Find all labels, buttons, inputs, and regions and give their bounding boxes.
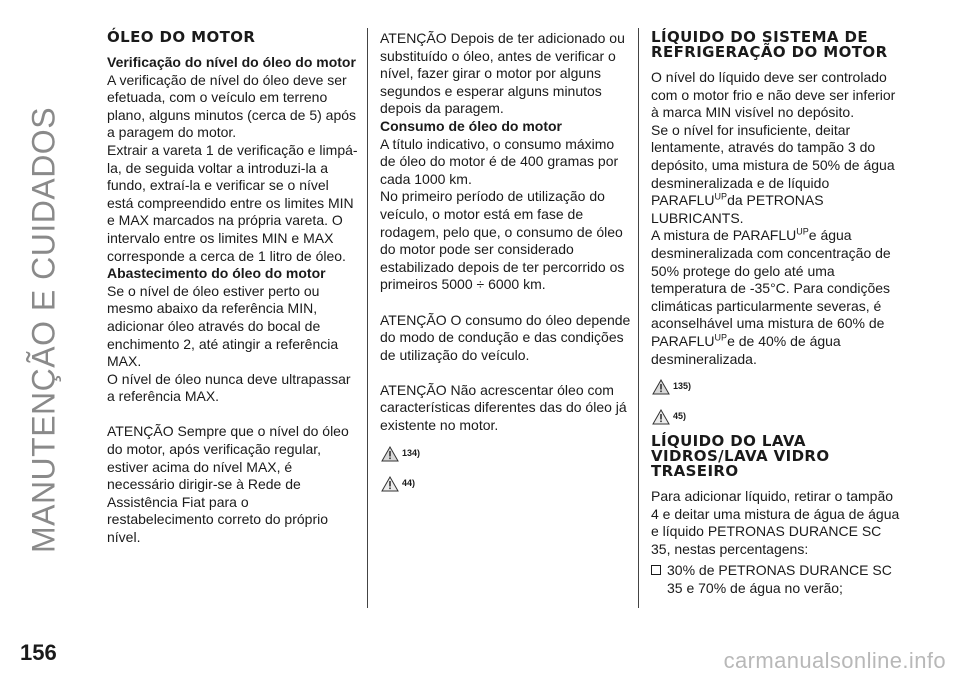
subheading-oil-refill: Abastecimento do óleo do motor: [107, 265, 326, 282]
warning-triangle-icon: [652, 379, 670, 395]
warning-reference: [381, 443, 632, 465]
column-3: [651, 30, 903, 598]
attention-note: ATENÇÃO O consumo do óleo depende do modo de condução e das condições de utilização do veículo.: [380, 311, 631, 363]
warning-reference-number: 134): [402, 447, 421, 458]
column-divider: [638, 28, 639, 608]
side-section-title-text: MANUTENÇÃO E CUIDADOS: [25, 106, 62, 554]
heading-washer-fluid: LÍQUIDO DO LAVA VIDROS/LAVA VIDRO TRASEIRO: [651, 432, 830, 481]
paragraph: Se o nível de óleo estiver perto ou mesmo abaixo da referência MIN, adicionar óleo através do bocal de enchimento 2, até atingir a referência MAX.: [107, 282, 339, 370]
paragraph: Extrair a vareta 1 de verificação e limpá-la, de seguida voltar a introduzi-la a fundo, extraí-la e verificar se o nível está compreendido entre os limites MIN e MAX marcados na própria vareta. O intervalo entre os limites MIN e MAX corresponde a cerca de 1 litro de óleo.: [107, 141, 358, 264]
paragraph: A título indicativo, o consumo máximo de óleo do motor é de 400 gramas por cada 1000 km.: [380, 135, 619, 187]
subheading-oil-level-check: Verificação do nível do óleo do motor: [107, 54, 356, 70]
attention-note: ATENÇÃO Depois de ter adicionado ou substituído o óleo, antes de verificar o nível, fazer girar o motor por alguns segundos e esperar alguns minutos depois da paragem.: [380, 30, 625, 117]
caution-triangle-icon: [652, 409, 670, 425]
page-number: 156: [20, 640, 57, 665]
paragraph: O nível do líquido deve ser controlado com o motor frio e não deve ser inferior à marca MIN visível no depósito.: [651, 69, 896, 121]
checkbox-bullet-icon: [651, 565, 661, 575]
subheading-oil-consumption: Consumo de óleo do motor: [380, 117, 562, 134]
caution-reference-number: 45): [673, 411, 687, 422]
paragraph: Se o nível for insuficiente, deitar lentamente, através do tampão 3 do depósito, uma mistura de 50% de água desmineralizada e de líquido $PARAFLU^{UP}da$ PETRONAS LUBRICANTS.: [651, 121, 895, 226]
heading-engine-oil: ÓLEO DO MOTOR: [107, 28, 256, 46]
footer-watermark: carmanualsonline.info: [723, 648, 946, 673]
list-item-text: 30% de PETRONAS DURANCE SC 35 e 70% de água no verão;: [667, 562, 892, 597]
list-item: [651, 562, 903, 597]
warning-reference-number: 135): [673, 381, 692, 392]
heading-coolant: LÍQUIDO DO SISTEMA DE REFRIGERAÇÃO DO MOTOR: [651, 28, 888, 61]
warning-reference: [652, 376, 903, 398]
attention-note: ATENÇÃO Sempre que o nível do óleo do motor, após verificação regular, estiver acima do nível MAX, é necessário dirigir-se à Rede de Assistência Fiat para o restabelecimento correto do próprio nível.: [107, 423, 349, 546]
paragraph: A verificação de nível do óleo deve ser efetuada, com o veículo em terreno plano, alguns minutos (cerca de 5) após a paragem do motor.: [107, 71, 357, 141]
caution-reference: [381, 473, 632, 495]
caution-reference-number: 44): [402, 477, 416, 488]
column-2: [380, 30, 632, 495]
column-1: [107, 30, 359, 547]
paragraph: O nível de óleo nunca deve ultrapassar a referência MAX.: [107, 370, 351, 405]
caution-triangle-icon: [381, 476, 399, 492]
paragraph: No primeiro período de utilização do veículo, o motor está em fase de rodagem, pelo que, o consumo de óleo do motor pode ser considerado estabilizado depois de ter percorrido os primeiros 5000 ÷ 6000 km.: [380, 188, 625, 293]
attention-note: ATENÇÃO Não acrescentar óleo com características diferentes das do óleo já existente no motor.: [380, 381, 627, 434]
column-divider: [367, 28, 368, 608]
warning-triangle-icon: [381, 446, 399, 462]
caution-reference: [652, 406, 903, 428]
paragraph: Para adicionar líquido, retirar o tampão 4 e deitar uma mistura de água de água e líquido PETRONAS DURANCE SC 35, nestas percentagens:: [651, 488, 900, 557]
paragraph: A mistura de $PARAFLU^{UP}e$ água desmineralizada com concentração de 50% protege do gelo até uma temperatura de -35°C. Para condições climáticas particularmente severas, é aconselhável uma mistura de 60% de $PARAFLU^{UP}e$ de 40% de água desmineralizada.: [651, 226, 891, 367]
